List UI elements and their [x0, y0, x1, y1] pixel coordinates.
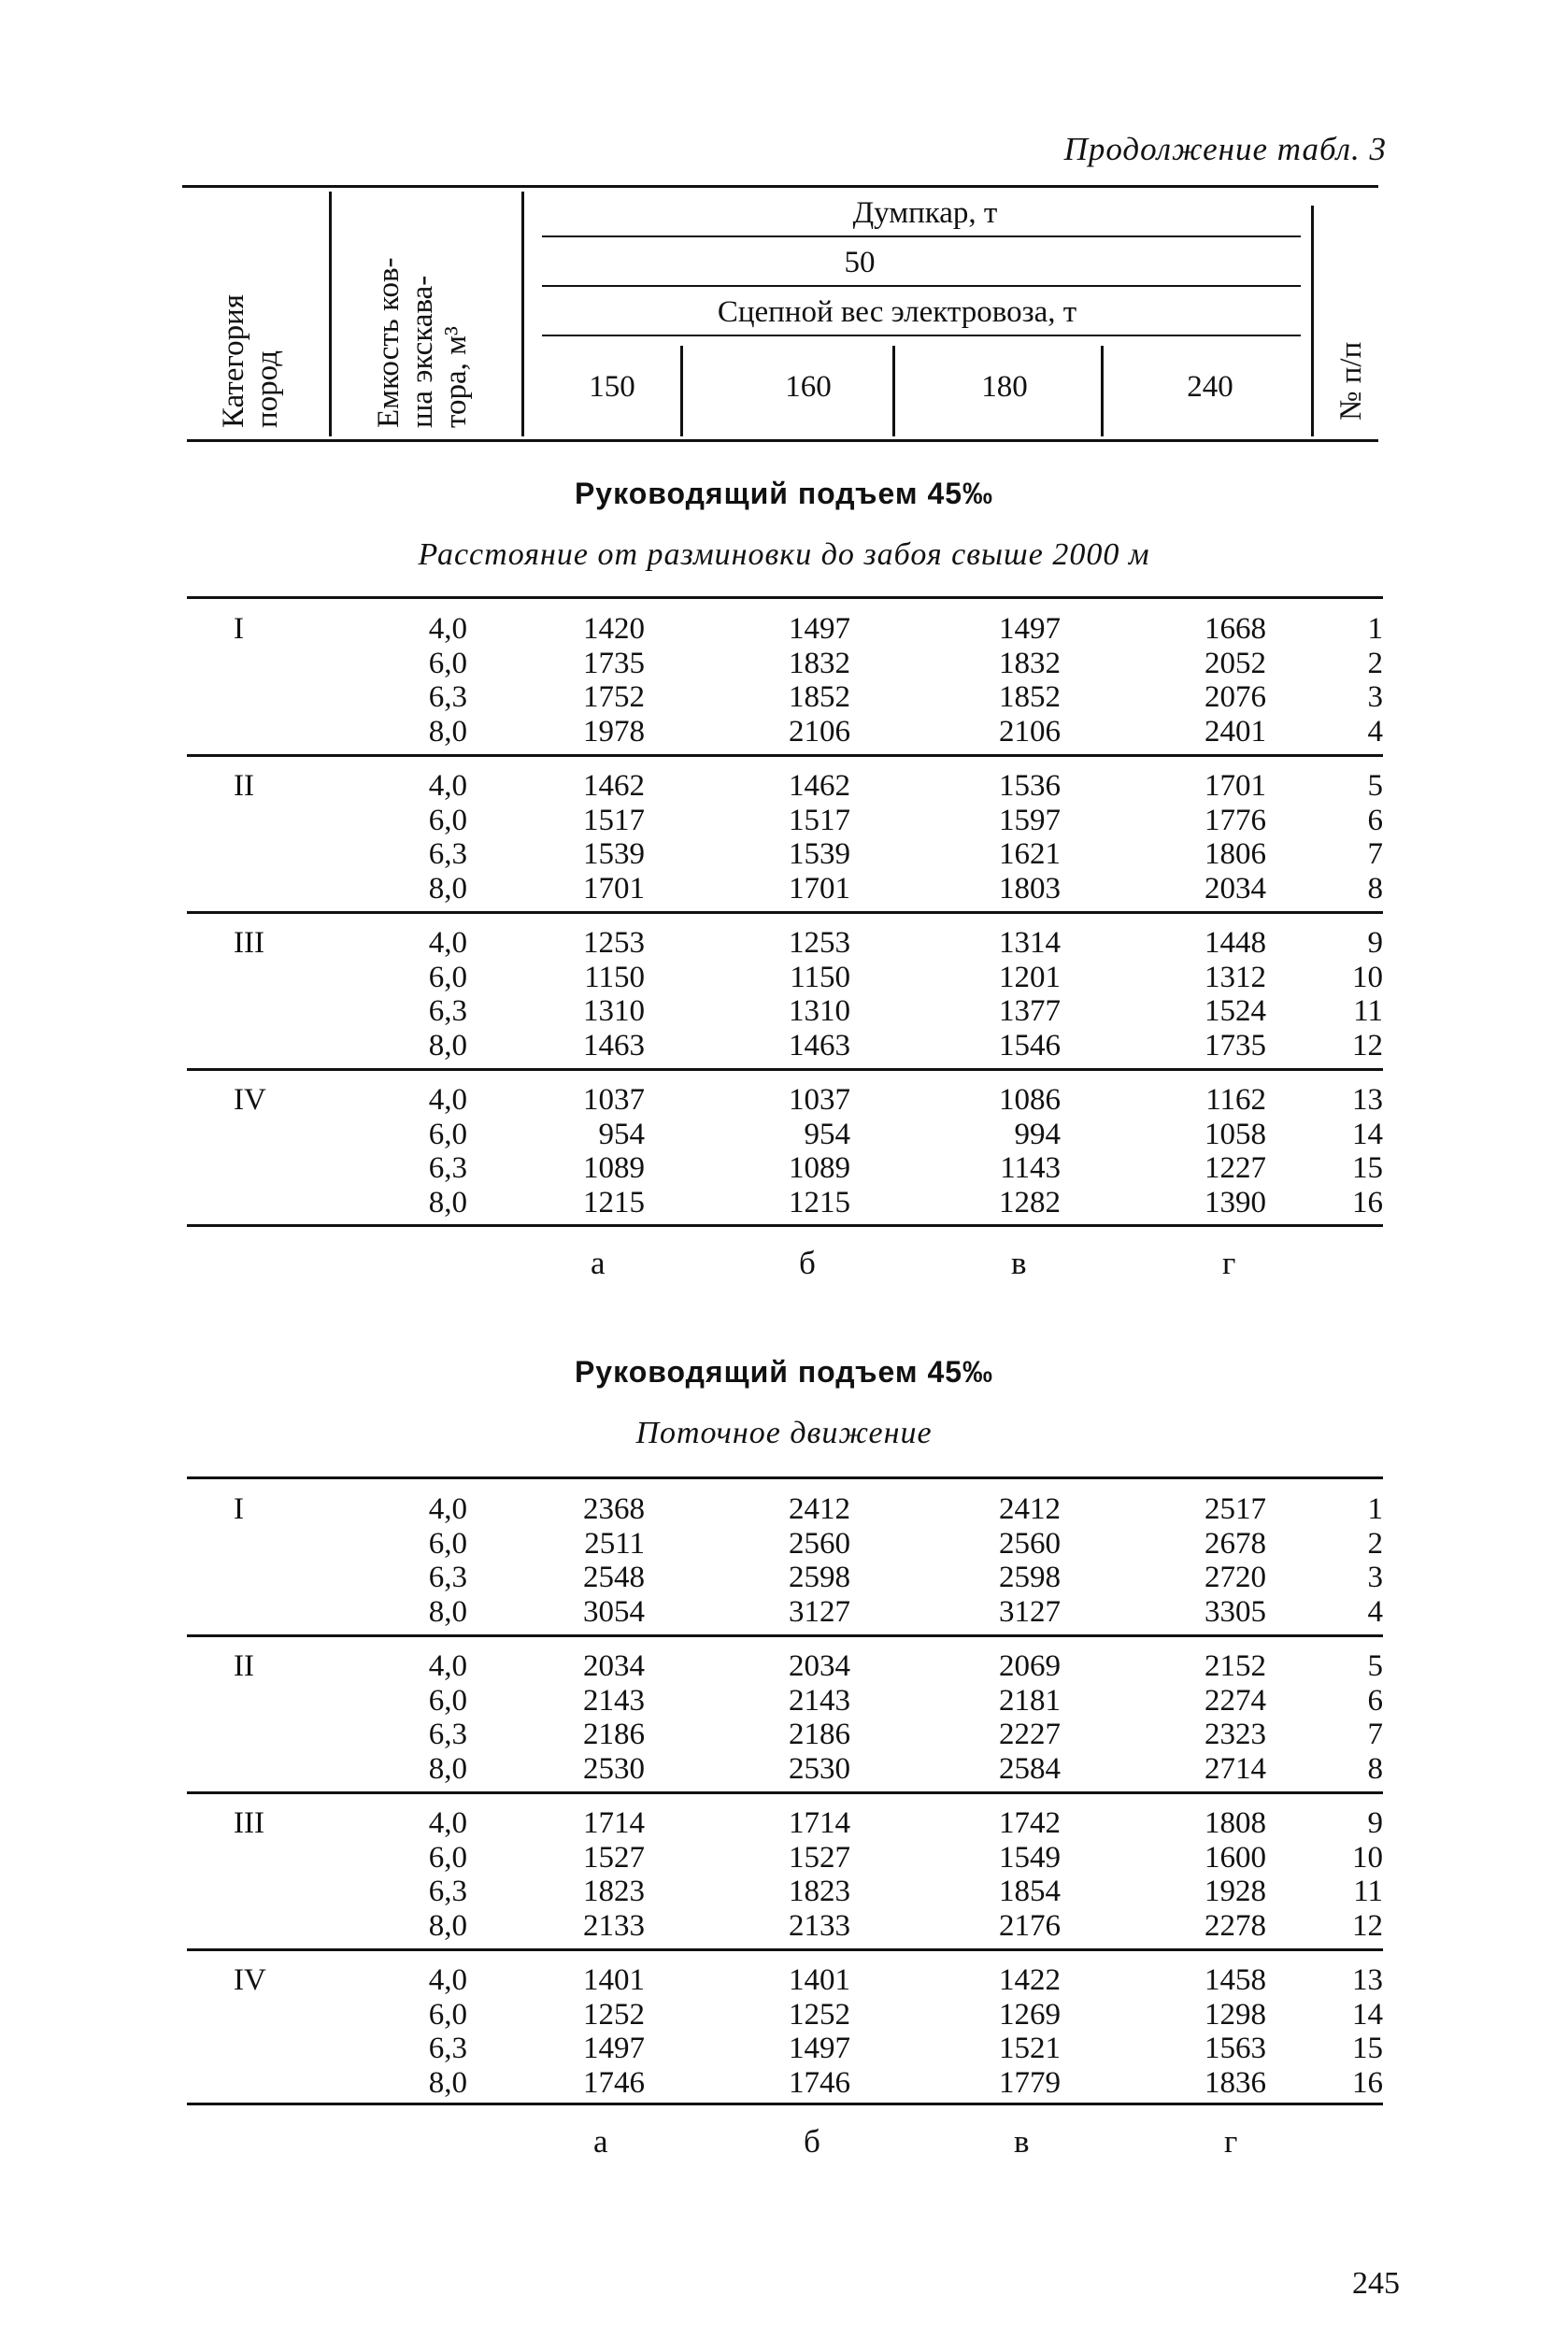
header-loco-150: 150 — [589, 370, 635, 404]
section-2-table — [187, 1492, 1383, 2109]
value-cell: 1089 — [583, 1151, 645, 1185]
value-cell: 1162 — [1205, 1083, 1266, 1117]
row-number-cell: 1 — [1367, 1492, 1383, 1526]
row-number-cell: 8 — [1367, 871, 1383, 906]
value-cell: 1746 — [789, 2065, 850, 2100]
value-cell: 1227 — [1205, 1151, 1266, 1185]
capacity-cell: 8,0 — [428, 871, 467, 906]
value-cell: 1150 — [584, 960, 645, 994]
capacity-cell: 4,0 — [428, 926, 467, 960]
row-number-cell: 3 — [1367, 680, 1383, 714]
value-cell: 2176 — [999, 1908, 1061, 1943]
header-divider-4 — [892, 346, 895, 436]
value-cell: 1420 — [583, 612, 645, 646]
value-cell: 1089 — [789, 1151, 850, 1185]
value-cell: 1521 — [999, 2032, 1061, 2065]
value-cell: 1527 — [583, 1840, 645, 1875]
value-cell: 1836 — [1205, 2065, 1266, 2100]
value-cell: 1401 — [789, 1963, 850, 1997]
value-cell: 1746 — [583, 2065, 645, 2100]
value-cell: 1462 — [789, 769, 850, 803]
value-cell: 1310 — [583, 994, 645, 1028]
value-cell: 1600 — [1205, 1840, 1266, 1875]
table-row — [187, 1684, 1383, 1718]
header-category-line-1: Категория — [217, 294, 250, 428]
row-number-cell: 1 — [1367, 612, 1383, 646]
row-number-cell: 10 — [1352, 1840, 1383, 1875]
value-cell: 1563 — [1205, 2032, 1266, 2065]
category-cell: IV — [234, 1963, 266, 1997]
value-cell: 1701 — [583, 871, 645, 906]
row-number-cell: 16 — [1352, 2065, 1383, 2100]
row-number-cell: 12 — [1352, 1908, 1383, 1943]
value-cell: 1527 — [789, 1840, 850, 1875]
section-2-letter-d: г — [1224, 2123, 1238, 2160]
row-number-cell: 14 — [1352, 1997, 1383, 2032]
table-row — [187, 1963, 1383, 1997]
row-number-cell: 13 — [1352, 1963, 1383, 1997]
section-2-letter-a: а — [593, 2123, 608, 2160]
value-cell: 1497 — [999, 612, 1061, 646]
capacity-cell: 6,0 — [428, 803, 467, 837]
header-category — [217, 294, 284, 428]
row-number-cell: 7 — [1367, 1718, 1383, 1751]
value-cell: 2548 — [583, 1561, 645, 1594]
row-number-cell: 2 — [1367, 1526, 1383, 1561]
table-row — [187, 612, 1383, 646]
section-2-letter-b: б — [804, 2123, 820, 2160]
capacity-cell: 6,0 — [428, 1117, 467, 1151]
capacity-cell: 4,0 — [428, 1649, 467, 1683]
value-cell: 1422 — [999, 1963, 1061, 1997]
header-capacity-line-2: ша экскава- — [406, 275, 439, 428]
header-dumpcar-value: 50 — [844, 246, 876, 279]
table-row — [187, 1186, 1383, 1219]
capacity-cell: 8,0 — [428, 714, 467, 749]
value-cell: 2530 — [789, 1751, 850, 1786]
value-cell: 1497 — [789, 2032, 850, 2065]
table-row — [187, 647, 1383, 680]
row-number-cell: 11 — [1353, 1875, 1383, 1908]
table-continuation-caption: Продолжение табл. 3 — [1063, 131, 1387, 167]
header-rule-weight — [542, 335, 1301, 336]
value-cell: 1854 — [999, 1875, 1061, 1908]
capacity-cell: 6,3 — [428, 1875, 467, 1908]
value-cell: 1390 — [1205, 1185, 1266, 1219]
value-cell: 1539 — [583, 837, 645, 871]
value-cell: 1497 — [583, 2032, 645, 2065]
capacity-cell: 8,0 — [428, 1594, 467, 1629]
table-row — [187, 1561, 1383, 1594]
value-cell: 1735 — [1205, 1028, 1266, 1063]
value-cell: 1668 — [1205, 612, 1266, 646]
category-cell: III — [234, 926, 264, 960]
value-cell: 1823 — [583, 1875, 645, 1908]
table-row — [187, 680, 1383, 714]
section-1-letter-c: в — [1011, 1245, 1027, 1281]
header-loco-180: 180 — [981, 370, 1028, 404]
value-cell: 2720 — [1205, 1561, 1266, 1594]
table-row — [187, 1718, 1383, 1751]
value-cell: 954 — [804, 1117, 850, 1151]
row-number-cell: 4 — [1367, 1594, 1383, 1629]
value-cell: 1742 — [999, 1806, 1061, 1840]
value-cell: 2034 — [583, 1649, 645, 1683]
table-row — [187, 837, 1383, 871]
section-2-letter-c: в — [1014, 2123, 1030, 2160]
value-cell: 2186 — [583, 1718, 645, 1751]
capacity-cell: 4,0 — [428, 769, 467, 803]
table-row — [187, 926, 1383, 960]
row-number-cell: 2 — [1367, 646, 1383, 680]
row-number-cell: 15 — [1352, 1151, 1383, 1185]
value-cell: 994 — [1014, 1117, 1061, 1151]
value-cell: 2034 — [1205, 871, 1266, 906]
table-row — [187, 1752, 1383, 1786]
value-cell: 1253 — [789, 926, 850, 960]
table-row — [187, 804, 1383, 837]
table-row — [187, 1806, 1383, 1840]
capacity-cell: 8,0 — [428, 1751, 467, 1786]
table-row — [187, 1841, 1383, 1875]
value-cell: 1314 — [999, 926, 1061, 960]
value-cell: 2227 — [999, 1718, 1061, 1751]
category-cell: I — [234, 612, 244, 646]
value-cell: 1517 — [583, 803, 645, 837]
category-cell: II — [234, 1649, 254, 1683]
value-cell: 1621 — [999, 837, 1061, 871]
value-cell: 954 — [598, 1117, 645, 1151]
value-cell: 1803 — [999, 871, 1061, 906]
value-cell: 3305 — [1205, 1594, 1266, 1629]
value-cell: 2069 — [999, 1649, 1061, 1683]
value-cell: 1215 — [583, 1185, 645, 1219]
category-cell: IV — [234, 1083, 266, 1117]
capacity-cell: 6,3 — [428, 1151, 467, 1185]
value-cell: 1852 — [789, 680, 850, 714]
row-number-cell: 5 — [1367, 769, 1383, 803]
row-number-cell: 7 — [1367, 837, 1383, 871]
value-cell: 1978 — [583, 714, 645, 749]
value-cell: 1928 — [1205, 1875, 1266, 1908]
group-separator — [187, 754, 1383, 757]
value-cell: 1448 — [1205, 926, 1266, 960]
row-number-cell: 14 — [1352, 1117, 1383, 1151]
value-cell: 1253 — [583, 926, 645, 960]
table-row — [187, 1875, 1383, 1908]
category-cell: III — [234, 1806, 264, 1840]
header-divider-2 — [521, 192, 524, 436]
header-row-number-text: № п/п — [1334, 341, 1368, 421]
value-cell: 1497 — [789, 612, 850, 646]
value-cell: 1215 — [789, 1185, 850, 1219]
header-capacity-line-3: тора, м³ — [439, 326, 473, 428]
row-number-cell: 12 — [1352, 1028, 1383, 1063]
capacity-cell: 6,0 — [428, 1997, 467, 2032]
value-cell: 2143 — [583, 1683, 645, 1718]
value-cell: 1852 — [999, 680, 1061, 714]
section-1-bottom-rule — [187, 1224, 1383, 1227]
value-cell: 1312 — [1205, 960, 1266, 994]
group-separator — [187, 1634, 1383, 1637]
value-cell: 1832 — [999, 646, 1061, 680]
value-cell: 1808 — [1205, 1806, 1266, 1840]
section-1-title: Руководящий подъем 45‰ — [574, 477, 994, 510]
value-cell: 2274 — [1205, 1683, 1266, 1718]
value-cell: 1037 — [583, 1083, 645, 1117]
row-number-cell: 10 — [1352, 960, 1383, 994]
value-cell: 1269 — [999, 1997, 1061, 2032]
section-1-letter-b: б — [799, 1245, 816, 1281]
value-cell: 2511 — [584, 1526, 645, 1561]
row-number-cell: 13 — [1352, 1083, 1383, 1117]
capacity-cell: 6,0 — [428, 1840, 467, 1875]
value-cell: 1714 — [583, 1806, 645, 1840]
value-cell: 1458 — [1205, 1963, 1266, 1997]
header-divider-1 — [329, 192, 332, 436]
group-separator — [187, 1068, 1383, 1071]
section-1-table — [187, 612, 1383, 1229]
table-row — [187, 1151, 1383, 1185]
value-cell: 3054 — [583, 1594, 645, 1629]
value-cell: 2278 — [1205, 1908, 1266, 1943]
row-number-cell: 6 — [1367, 803, 1383, 837]
section-1-letter-a: а — [591, 1245, 606, 1281]
table-row — [187, 1029, 1383, 1063]
row-number-cell: 3 — [1367, 1561, 1383, 1594]
header-rule-dumpcar — [542, 235, 1301, 237]
row-number-cell: 11 — [1353, 994, 1383, 1028]
value-cell: 2181 — [999, 1683, 1061, 1718]
value-cell: 1823 — [789, 1875, 850, 1908]
value-cell: 1310 — [789, 994, 850, 1028]
capacity-cell: 8,0 — [428, 2065, 467, 2100]
capacity-cell: 8,0 — [428, 1185, 467, 1219]
value-cell: 2530 — [583, 1751, 645, 1786]
value-cell: 1150 — [790, 960, 850, 994]
row-number-cell: 8 — [1367, 1751, 1383, 1786]
value-cell: 1536 — [999, 769, 1061, 803]
header-loco-weight: Сцепной вес электровоза, т — [717, 295, 1077, 329]
table-row — [187, 2066, 1383, 2100]
header-category-line-2: пород — [250, 350, 284, 428]
group-separator — [187, 1791, 1383, 1794]
table-row — [187, 2032, 1383, 2065]
value-cell: 2368 — [583, 1492, 645, 1526]
value-cell: 2034 — [789, 1649, 850, 1683]
value-cell: 2133 — [789, 1908, 850, 1943]
table-row — [187, 872, 1383, 906]
value-cell: 2152 — [1205, 1649, 1266, 1683]
table-row — [187, 769, 1383, 803]
header-bottom-rule — [187, 439, 1378, 442]
value-cell: 1058 — [1205, 1117, 1266, 1151]
value-cell: 2401 — [1205, 714, 1266, 749]
capacity-cell: 6,3 — [428, 994, 467, 1028]
value-cell: 1462 — [583, 769, 645, 803]
capacity-cell: 6,3 — [428, 1718, 467, 1751]
value-cell: 1524 — [1205, 994, 1266, 1028]
value-cell: 2412 — [789, 1492, 850, 1526]
value-cell: 1298 — [1205, 1997, 1266, 2032]
value-cell: 1776 — [1205, 803, 1266, 837]
header-rule-fifty — [542, 285, 1301, 287]
value-cell: 1377 — [999, 994, 1061, 1028]
table-row — [187, 1527, 1383, 1561]
value-cell: 2678 — [1205, 1526, 1266, 1561]
row-number-cell: 9 — [1367, 926, 1383, 960]
table-row — [187, 715, 1383, 749]
header-divider-3 — [680, 346, 683, 436]
value-cell: 1401 — [583, 1963, 645, 1997]
value-cell: 1832 — [789, 646, 850, 680]
header-capacity-line-1: Емкость ков- — [372, 257, 406, 428]
capacity-cell: 4,0 — [428, 1492, 467, 1526]
value-cell: 2560 — [999, 1526, 1061, 1561]
value-cell: 1539 — [789, 837, 850, 871]
capacity-cell: 6,3 — [428, 2032, 467, 2065]
header-dumpcar: Думпкар, т — [852, 196, 998, 230]
value-cell: 1086 — [999, 1083, 1061, 1117]
value-cell: 1037 — [789, 1083, 850, 1117]
section-1-letter-d: г — [1222, 1245, 1236, 1281]
section-1-top-rule — [187, 596, 1383, 599]
header-row-number — [1334, 342, 1368, 421]
value-cell: 2584 — [999, 1751, 1061, 1786]
table-row — [187, 961, 1383, 994]
value-cell: 2598 — [789, 1561, 850, 1594]
capacity-cell: 4,0 — [428, 1083, 467, 1117]
value-cell: 1701 — [789, 871, 850, 906]
capacity-cell: 4,0 — [428, 1963, 467, 1997]
capacity-cell: 8,0 — [428, 1908, 467, 1943]
value-cell: 1143 — [1000, 1151, 1061, 1185]
capacity-cell: 6,0 — [428, 646, 467, 680]
table-row — [187, 1492, 1383, 1526]
section-2-title: Руководящий подъем 45‰ — [574, 1355, 994, 1389]
value-cell: 2143 — [789, 1683, 850, 1718]
value-cell: 1752 — [583, 680, 645, 714]
capacity-cell: 6,0 — [428, 1526, 467, 1561]
table-row — [187, 1595, 1383, 1629]
value-cell: 1463 — [789, 1028, 850, 1063]
page-number: 245 — [1352, 2266, 1400, 2301]
header-divider-5 — [1101, 346, 1104, 436]
value-cell: 2076 — [1205, 680, 1266, 714]
value-cell: 1252 — [583, 1997, 645, 2032]
section-2-bottom-rule — [187, 2103, 1383, 2105]
row-number-cell: 15 — [1352, 2032, 1383, 2065]
capacity-cell: 4,0 — [428, 1806, 467, 1840]
value-cell: 1463 — [583, 1028, 645, 1063]
value-cell: 2186 — [789, 1718, 850, 1751]
value-cell: 2323 — [1205, 1718, 1266, 1751]
header-loco-240: 240 — [1187, 370, 1233, 404]
row-number-cell: 6 — [1367, 1683, 1383, 1718]
value-cell: 2560 — [789, 1526, 850, 1561]
capacity-cell: 4,0 — [428, 612, 467, 646]
value-cell: 2106 — [789, 714, 850, 749]
capacity-cell: 6,3 — [428, 837, 467, 871]
section-2-top-rule — [187, 1476, 1383, 1479]
category-cell: II — [234, 769, 254, 803]
header-divider-6 — [1311, 206, 1314, 436]
value-cell: 2052 — [1205, 646, 1266, 680]
value-cell: 3127 — [789, 1594, 850, 1629]
table-row — [187, 1909, 1383, 1943]
section-2-subtitle: Поточное движение — [635, 1416, 933, 1450]
row-number-cell: 5 — [1367, 1649, 1383, 1683]
value-cell: 1549 — [999, 1840, 1061, 1875]
value-cell: 1806 — [1205, 837, 1266, 871]
value-cell: 2517 — [1205, 1492, 1266, 1526]
value-cell: 1252 — [789, 1997, 850, 2032]
row-number-cell: 9 — [1367, 1806, 1383, 1840]
header-loco-160: 160 — [785, 370, 832, 404]
value-cell: 1701 — [1205, 769, 1266, 803]
value-cell: 1597 — [999, 803, 1061, 837]
group-separator — [187, 911, 1383, 914]
value-cell: 1735 — [583, 646, 645, 680]
value-cell: 3127 — [999, 1594, 1061, 1629]
value-cell: 2412 — [999, 1492, 1061, 1526]
group-separator — [187, 1948, 1383, 1951]
value-cell: 1546 — [999, 1028, 1061, 1063]
table-row — [187, 1083, 1383, 1117]
table-row — [187, 994, 1383, 1028]
table-row — [187, 1998, 1383, 2032]
capacity-cell: 6,3 — [428, 1561, 467, 1594]
capacity-cell: 6,0 — [428, 1683, 467, 1718]
capacity-cell: 6,3 — [428, 680, 467, 714]
table-row — [187, 1649, 1383, 1683]
row-number-cell: 16 — [1352, 1185, 1383, 1219]
capacity-cell: 6,0 — [428, 960, 467, 994]
value-cell: 1714 — [789, 1806, 850, 1840]
value-cell: 1201 — [999, 960, 1061, 994]
value-cell: 2133 — [583, 1908, 645, 1943]
section-1-subtitle: Расстояние от разминовки до забоя свыше 2000 м — [418, 537, 1150, 572]
row-number-cell: 4 — [1367, 714, 1383, 749]
category-cell: I — [234, 1492, 244, 1526]
value-cell: 1779 — [999, 2065, 1061, 2100]
capacity-cell: 8,0 — [428, 1028, 467, 1063]
table-row — [187, 1118, 1383, 1151]
value-cell: 2106 — [999, 714, 1061, 749]
value-cell: 1282 — [999, 1185, 1061, 1219]
header-top-rule — [182, 185, 1378, 188]
value-cell: 2598 — [999, 1561, 1061, 1594]
header-capacity — [372, 257, 473, 428]
value-cell: 1517 — [789, 803, 850, 837]
value-cell: 2714 — [1205, 1751, 1266, 1786]
